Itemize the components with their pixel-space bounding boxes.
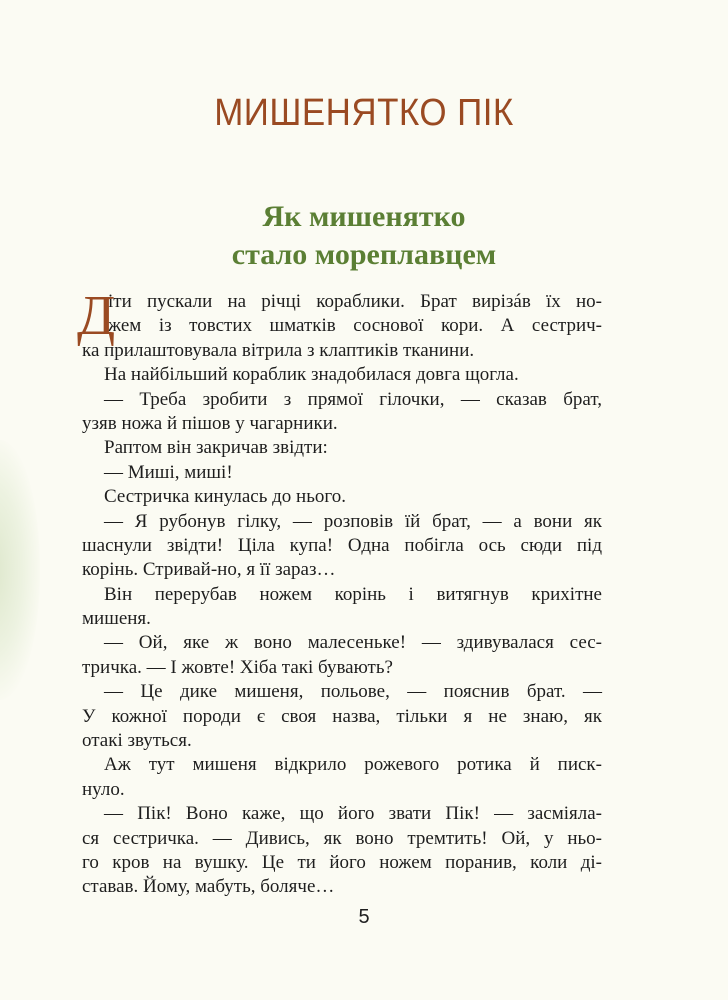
text-line: — Ой, яке ж воно малесеньке! — здивувалася сес- [104, 632, 602, 654]
text-line: Аж тут мишеня відкрило рожевого ротика й писк- [104, 754, 602, 776]
text-line: У кожної породи є своя назва, тільки я не знаю, як [82, 705, 602, 727]
text-line: ся сестричка. — Дивись, як воно тремтить! Ой, у ньо- [82, 827, 602, 849]
text-line: мишеня. [82, 608, 151, 630]
subtitle-line-2: стало мореплавцем [231, 238, 497, 271]
text-line: На найбільший кораблик знадобилася довга щогла. [104, 364, 519, 386]
text-line: узяв ножа й пішов у чагарники. [82, 412, 338, 434]
text-line: — Пік! Воно каже, що його звати Пік! — засміяла- [104, 803, 602, 825]
text-line: Він перерубав ножем корінь і витягнув крихітне [104, 583, 602, 605]
chapter-title: МИШЕНЯТКО ПІК [214, 92, 514, 134]
story-subtitle [0, 198, 728, 274]
text-line: іти пускали на річці кораблики. Брат вирізáв їх но- [108, 291, 602, 312]
text-line: ка прилаштовувала вітрила з клаптиків тканини. [82, 339, 475, 361]
text-line: — Це дике мишеня, польове, — пояснив брат. — [104, 681, 602, 703]
text-line: го кров на вушку. Це ти його ножем поранив, коли ді- [82, 851, 602, 873]
text-line: корінь. Стривай-но, я її зараз… [82, 559, 336, 581]
subtitle-line-1: Як мишенятко [262, 200, 466, 233]
page-number: 5 [358, 906, 370, 928]
text-line: ставав. Йому, мабуть, боляче… [82, 876, 335, 898]
text-line: нуло. [82, 778, 125, 800]
text-line: жем із товстих шматків соснової кори. А сестрич- [108, 315, 602, 337]
text-line: Сестричка кинулась до нього. [104, 486, 346, 508]
text-line: — Я рубонув гілку, — розповів їй брат, — а вони як [104, 510, 602, 532]
text-line: отакі звуться. [82, 730, 192, 752]
text-line: — Миші, миші! [104, 461, 233, 483]
text-line: — Треба зробити з прямої гілочки, — сказав брат, [104, 388, 602, 410]
text-line: Раптом він закричав звідти: [104, 437, 328, 459]
text-line: тричка. — І жовте! Хіба такі бувають? [82, 656, 393, 678]
drop-cap: Д [77, 285, 116, 347]
story-text [77, 285, 602, 900]
text-line: шаснули звідти! Ціла купа! Одна побігла ось сюди під [82, 534, 602, 556]
